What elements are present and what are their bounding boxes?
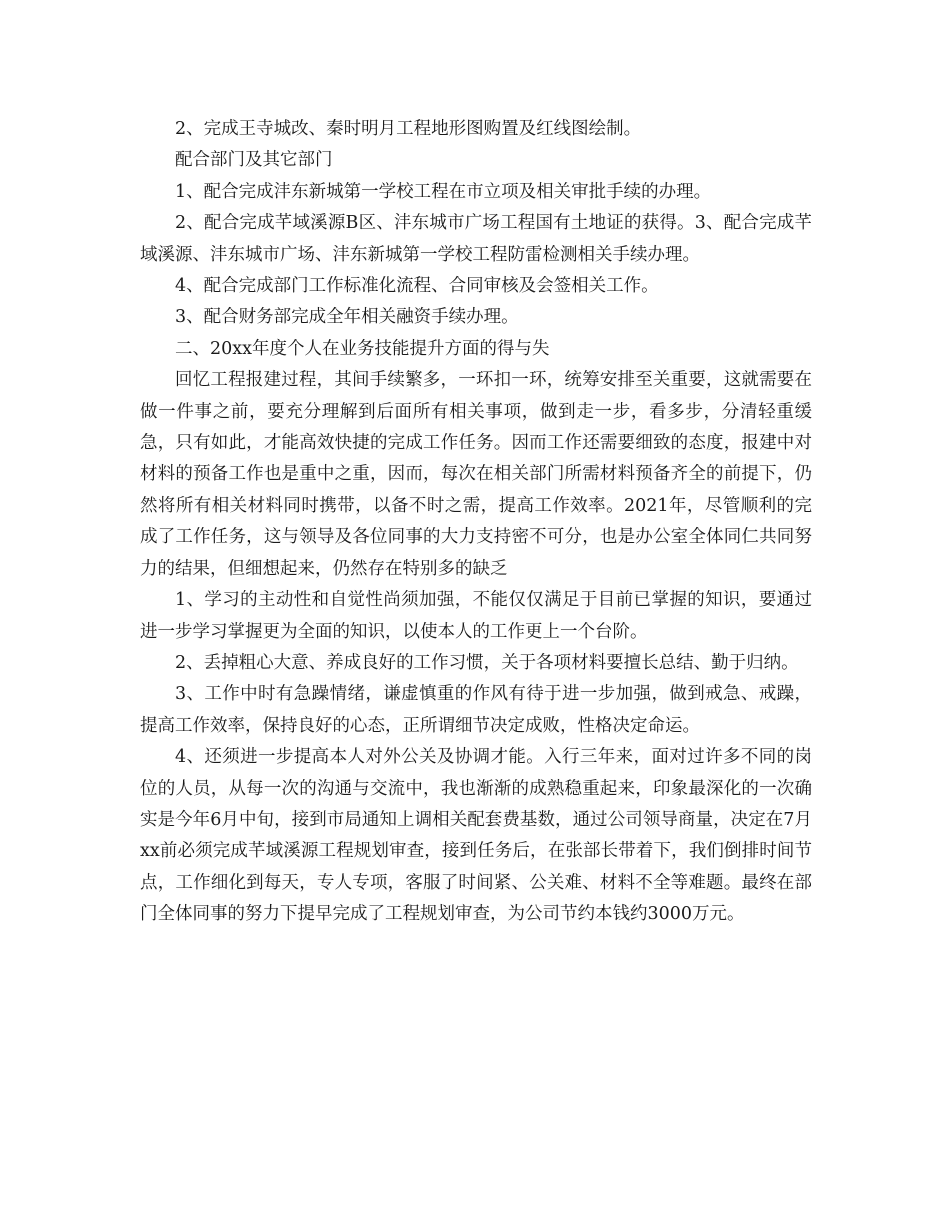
paragraph-shortcoming-2: 2、丢掉粗心大意、养成良好的工作习惯，关于各项材料要擅长总结、勤于归纳。 xyxy=(175,652,799,673)
paragraph-cooperation-4: 4、配合完成部门工作标准化流程、合同审核及会签相关工作。 xyxy=(175,276,659,297)
paragraph-shortcoming-1: 1、学习的主动性和自觉性尚须加强，不能仅仅满足于目前已掌握的知识，要通过进一步学习掌握更为全面的知识，以使本人的工作更上一个台阶。 xyxy=(140,590,812,642)
section-heading-skills: 二、20xx年度个人在业务技能提升方面的得与失 xyxy=(175,338,550,359)
paragraph-shortcoming-4: 4、还须进一步提高本人对外公关及协调才能。入行三年来，面对过许多不同的岗位的人员，从每一次的沟通与交流中，我也渐渐的成熟稳重起来，印象最深化的一次确实是今年6月中旬，接到市局通知上调相关配套费基数，通过公司领导商量，决定在7月xx前必须完成芊域溪源工程规划审查，接到任务后，在张部长带着下，我们倒排时间节点，工作细化到每天，专人专项，客服了时间紧、公关难、材料不全等难题。最终在部门全体同事的努力下提早完成了工程规划审查，为公司节约本钱约3000万元。 xyxy=(140,747,812,925)
section-heading-cooperation: 配合部门及其它部门 xyxy=(175,150,333,171)
paragraph-cooperation-1: 1、配合完成沣东新城第一学校工程在市立项及相关审批手续的办理。 xyxy=(175,181,712,202)
paragraph-cooperation-finance: 3、配合财务部完成全年相关融资手续办理。 xyxy=(175,307,519,328)
paragraph-cooperation-2-3: 2、配合完成芊域溪源B区、沣东城市广场工程国有土地证的获得。3、配合完成芊域溪源、沣东城市广场、沣东新城第一学校工程防雷检测相关手续办理。 xyxy=(140,213,812,265)
paragraph-shortcoming-3: 3、工作中时有急躁情绪，谦虚慎重的作风有待于进一步加强，做到戒急、戒躁，提高工作效率，保持良好的心态，正所谓细节决定成败，性格决定命运。 xyxy=(140,684,812,736)
paragraph-review: 回忆工程报建过程，其间手续繁多，一环扣一环，统筹安排至关重要，这就需要在做一件事之前，要充分理解到后面所有相关事项，做到走一步，看多步，分清轻重缓急，只有如此，才能高效快捷的完成工作任务。因而工作还需要细致的态度，报建中对材料的预备工作也是重中之重，因而，每次在相关部门所需材料预备齐全的前提下，仍然将所有相关材料同时携带，以备不时之需，提高工作效率。2021年，尽管顺利的完成了工作任务，这与领导及各位同事的大力支持密不可分，也是办公室全体同仁共同努力的结果，但细想起来，仍然存在特别多的缺乏 xyxy=(140,370,812,579)
paragraph-item-2-survey: 2、完成王寺城改、秦时明月工程地形图购置及红线图绘制。 xyxy=(175,119,642,139)
document-page xyxy=(140,114,812,931)
